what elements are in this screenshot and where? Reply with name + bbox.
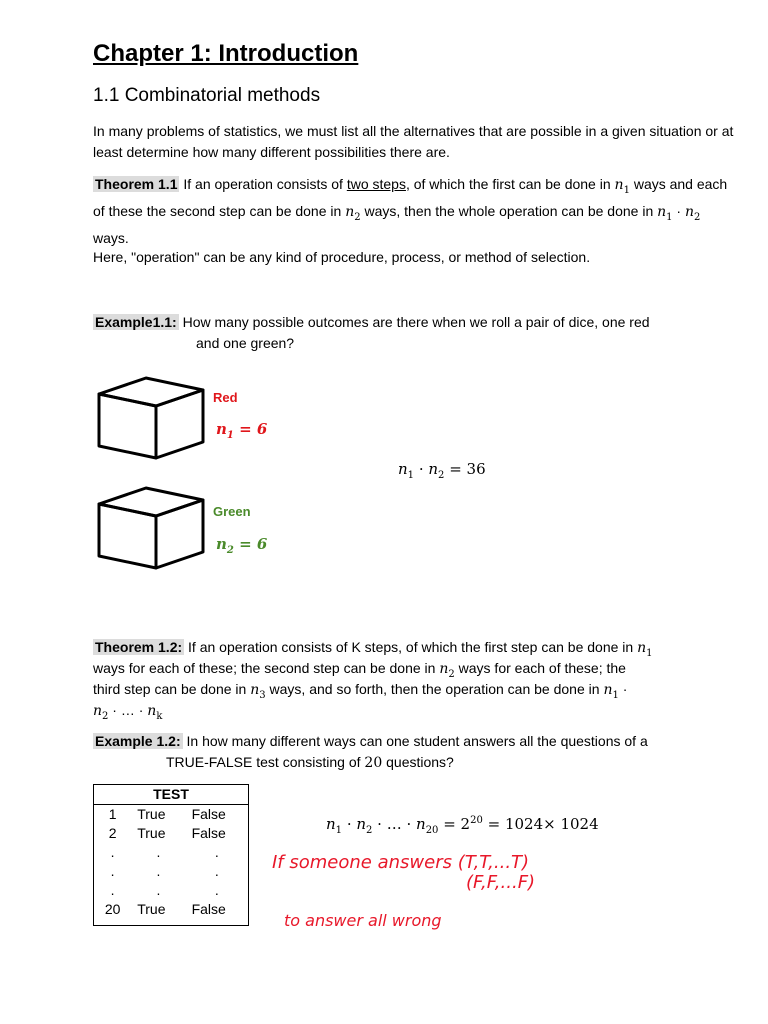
n1-equals: $n_1 = 6$	[216, 420, 268, 441]
example-1-2-label: Example 1.2:	[95, 733, 181, 749]
n2-equals: $n_2 = 6$	[216, 535, 268, 556]
example-1-1-line2: and one green?	[196, 335, 295, 351]
table-row: . . .	[110, 882, 219, 898]
theorem-1-2-line4: $n_2$ · … · $n_k$	[93, 702, 163, 722]
theorem-1-2-line3: third step can be done in $n_3$ ways, and so forth, then the operation can be done in $n_1$ ·	[93, 681, 628, 701]
table-row: 2 True False	[108, 825, 226, 841]
handwritten-line-3: to answer all wrong	[284, 911, 442, 930]
green-die-cube	[94, 482, 209, 572]
operation-note: Here, "operation" can be any kind of procedure, process, or method of selection.	[93, 249, 591, 265]
table-row: . . .	[110, 863, 219, 879]
theorem-1-2-line1: Theorem 1.2: If an operation consists of K steps, of which the first step can be done in $n_1$	[95, 639, 653, 659]
table-row: 20 True False	[104, 901, 226, 917]
red-die-cube	[94, 372, 209, 462]
table-row: 1 True False	[108, 806, 226, 822]
handwritten-annotation	[270, 836, 570, 936]
example-1-2-line1: Example 1.2: In how many different ways can one student answers all the questions of a	[95, 733, 648, 749]
handwritten-line-1: If someone answers (T,T,...T)	[272, 852, 530, 873]
table-row: . . .	[110, 844, 219, 860]
green-label: Green	[213, 504, 251, 519]
test-table-header: TEST	[94, 785, 248, 805]
theorem-1-2-label: Theorem 1.2:	[95, 639, 183, 655]
theorem-1-1-label: Theorem 1.1	[95, 176, 178, 192]
example-1-1-line1: Example1.1: How many possible outcomes are there when we roll a pair of dice, one red	[95, 314, 650, 330]
product-formula: $n_1 \cdot n_2 = 36$	[398, 460, 486, 481]
section-title: 1.1 Combinatorial methods	[93, 85, 321, 106]
theorem-1-1: Theorem 1.1 If an operation consists of two steps, of which the first can be done in $n_1$ ways and each of these the second step can be done in $n_2$ ways, then the whole operation can be done in $n_1 \cdot n_2$ ways.	[93, 176, 728, 246]
chapter-title: Chapter 1: Introduction	[93, 40, 359, 67]
example-1-2-line2: TRUE-FALSE test consisting of 20 questions?	[166, 754, 454, 771]
test-formula: $n_1 \cdot n_2$ · … · $n_{20} = 2^{20} = 1024\times 1024$	[326, 815, 599, 836]
intro-paragraph: In many problems of statistics, we must list all the alternatives that are possible in a given situation or at least determine how many different possibilities there are.	[93, 123, 734, 160]
test-table	[93, 784, 249, 926]
example-1-1-label: Example1.1:	[95, 314, 177, 330]
handwritten-line-2: (F,F,...F)	[466, 872, 536, 893]
red-label: Red	[213, 390, 238, 405]
theorem-1-2-line2: ways for each of these; the second step can be done in $n_2$ ways for each of these; the	[93, 660, 626, 680]
